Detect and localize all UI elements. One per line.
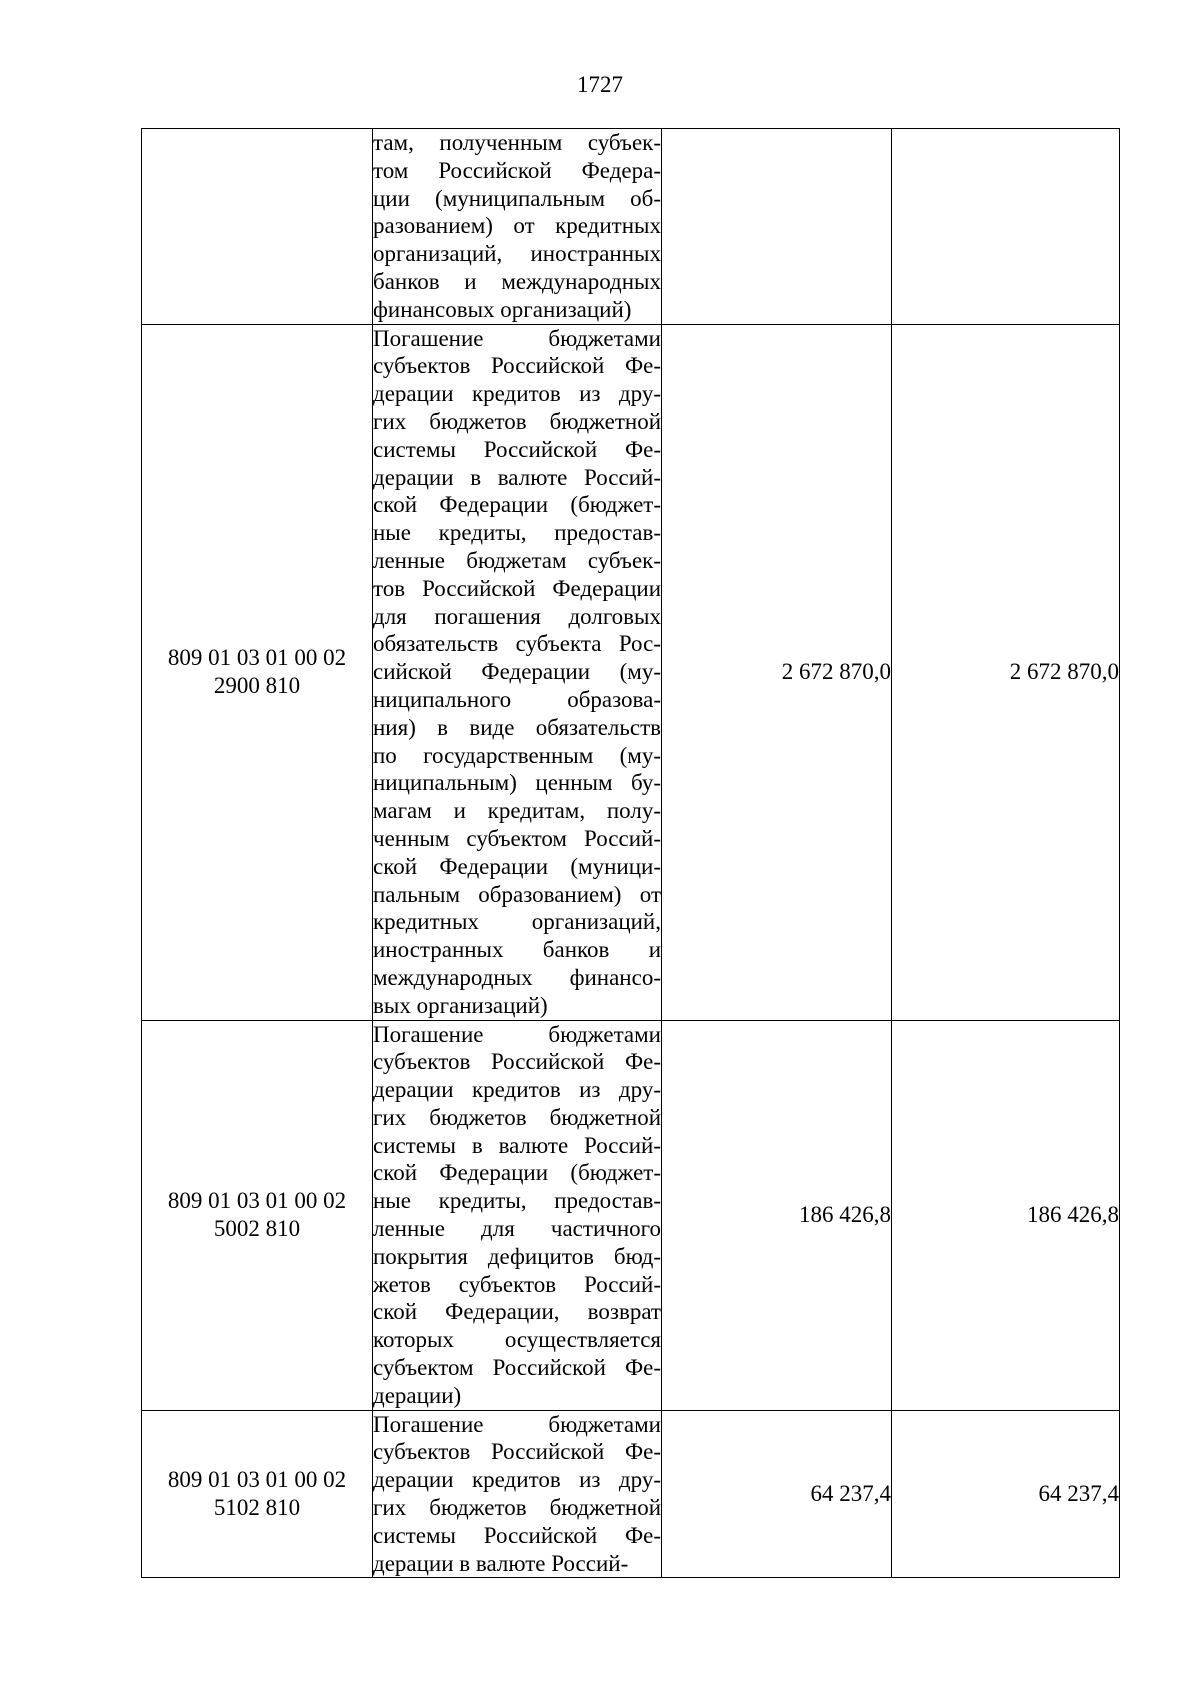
- description-line: сийской Федерации (му-: [373, 659, 661, 685]
- budget-code-cell: [142, 324, 373, 1020]
- description-line: дерации в валюте Россий-: [373, 464, 661, 490]
- description-line: для погашения долговых: [373, 603, 661, 629]
- description-line: Погашение бюджетами: [373, 1021, 661, 1047]
- description-line: системы Российской Фе-: [373, 436, 661, 462]
- description-line: иностранных банков и: [373, 937, 661, 963]
- description-line: дерации кредитов из дру-: [373, 1467, 661, 1493]
- description-line: ленные для частичного: [373, 1216, 661, 1242]
- amount-cell: 186 426,8: [892, 1020, 1120, 1410]
- description-line: дерации кредитов из дру-: [373, 1077, 661, 1103]
- budget-code-cell: [142, 1020, 373, 1410]
- description-line: жетов субъектов Россий-: [373, 1271, 661, 1297]
- budget-code-cell: [142, 1410, 373, 1578]
- description-line: которых осуществляется: [373, 1327, 661, 1353]
- description-line: гих бюджетов бюджетной: [373, 1495, 661, 1521]
- description-line: дерации в валюте Россий-: [373, 1550, 629, 1576]
- table-row: [142, 1410, 1120, 1578]
- description-cell: [373, 1410, 662, 1578]
- description-line: ниципальным) ценным бу-: [373, 770, 661, 796]
- description-line: ниципального образова-: [373, 686, 661, 712]
- description-line: дерации): [373, 1382, 462, 1408]
- budget-code-cell: [142, 129, 373, 325]
- description-line: покрытия дефицитов бюд-: [373, 1243, 661, 1269]
- description-line: организаций, иностранных: [373, 241, 661, 267]
- description-cell: [373, 1020, 662, 1410]
- description-line: там, полученным субъек-: [373, 130, 661, 155]
- description-cell: [373, 324, 662, 1020]
- description-line: ции (муниципальным об-: [373, 185, 661, 211]
- description-line: субъектов Российской Фе-: [373, 1439, 661, 1465]
- description-line: магам и кредитам, полу-: [373, 798, 661, 824]
- description-line: ченным субъектом Россий-: [373, 825, 661, 851]
- description-line: ской Федерации, возврат: [373, 1299, 661, 1325]
- amount-cell: 2 672 870,0: [892, 324, 1120, 1020]
- description-line: по государственным (му-: [373, 742, 661, 768]
- description-line: разованием) от кредитных: [373, 213, 661, 239]
- table-row: [142, 324, 1120, 1020]
- description-line: кредитных организаций,: [373, 909, 661, 935]
- description-line: Погашение бюджетами: [373, 1411, 661, 1437]
- budget-table: [141, 128, 1120, 1578]
- description-line: субъектов Российской Фе-: [373, 353, 661, 379]
- description-line: том Российской Федера-: [373, 157, 661, 183]
- table-row: [142, 1020, 1120, 1410]
- page-number: 1727: [577, 72, 623, 97]
- amount-cell: 64 237,4: [662, 1410, 892, 1578]
- description-line: ской Федерации (бюджет-: [373, 1160, 661, 1186]
- amount-cell: [662, 129, 892, 325]
- description-line: обязательств субъекта Рос-: [373, 631, 661, 657]
- description-line: ные кредиты, предостав-: [373, 1188, 661, 1214]
- table-row: [142, 129, 1120, 325]
- description-line: банков и международных: [373, 268, 661, 294]
- amount-cell: [892, 129, 1120, 325]
- amount-cell: 64 237,4: [892, 1410, 1120, 1578]
- description-line: международных финансо-: [373, 964, 661, 990]
- table-body: [142, 129, 1120, 1578]
- description-cell: [373, 129, 662, 325]
- description-line: гих бюджетов бюджетной: [373, 408, 661, 434]
- description-line: гих бюджетов бюджетной: [373, 1104, 661, 1130]
- budget-code-line: 2900 810: [213, 673, 301, 699]
- budget-code-line: 809 01 03 01 00 02: [167, 645, 347, 671]
- description-line: субъектов Российской Фе-: [373, 1049, 661, 1075]
- description-line: ния) в виде обязательств: [373, 714, 661, 740]
- description-line: пальным образованием) от: [373, 881, 661, 907]
- description-line: ленные бюджетам субъек-: [373, 547, 661, 573]
- description-line: тов Российской Федерации: [373, 575, 661, 601]
- description-line: системы Российской Фе-: [373, 1522, 661, 1548]
- budget-code-line: 5102 810: [213, 1495, 301, 1521]
- description-line: системы в валюте Россий-: [373, 1132, 661, 1158]
- amount-cell: 2 672 870,0: [662, 324, 892, 1020]
- description-line: ской Федерации (муници-: [373, 853, 661, 879]
- description-line: финансовых организаций): [373, 296, 632, 322]
- amount-cell: 186 426,8: [662, 1020, 892, 1410]
- description-line: дерации кредитов из дру-: [373, 381, 661, 407]
- description-line: ные кредиты, предостав-: [373, 520, 661, 546]
- description-line: Погашение бюджетами: [373, 325, 661, 351]
- budget-code-line: 5002 810: [213, 1216, 301, 1242]
- description-line: вых организаций): [373, 992, 548, 1018]
- description-line: ской Федерации (бюджет-: [373, 492, 661, 518]
- budget-code-line: 809 01 03 01 00 02: [167, 1467, 347, 1493]
- budget-code-line: 809 01 03 01 00 02: [167, 1188, 347, 1214]
- description-line: субъектом Российской Фе-: [373, 1355, 661, 1381]
